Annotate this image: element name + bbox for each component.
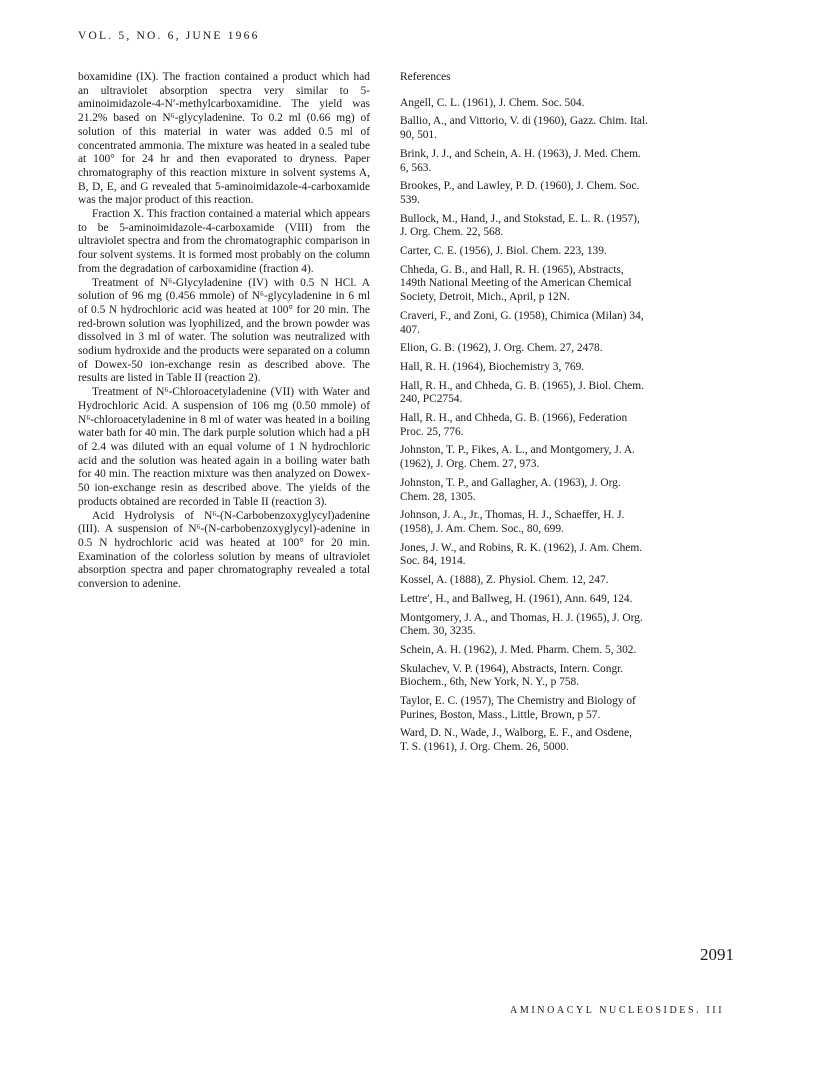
reference-line: (1958), J. Am. Chem. Soc., 80, 699.: [400, 522, 564, 535]
running-foot: AMINOACYL NUCLEOSIDES. III: [510, 1005, 725, 1016]
reference-line: Craveri, F., and Zoni, G. (1958), Chimica (Milan) 34,: [400, 309, 644, 322]
reference-line: Kossel, A. (1888), Z. Physiol. Chem. 12, 247.: [400, 574, 609, 587]
reference-line: Taylor, E. C. (1957), The Chemistry and Biology of: [400, 695, 636, 708]
reference-line: Purines, Boston, Mass., Little, Brown, p 57.: [400, 708, 601, 721]
reference-entry: [400, 310, 692, 337]
paragraph: boxamidine (IX). The fraction contained a product which had an ultraviolet absorption spectra very similar to 5-aminoimidazole-4-N′-methylcarboxamidine. The yield was 21.2% based on N⁶-glycyladenine. To 0.2 ml (0.66 mg) of solution of this material in water was added 0.5 ml of concentrated ammonia. The mixture was heated in a sealed tube at 100° for 24 hr and then evaporated to dryness. Paper chromatography of this reaction mixture in solvent systems A, B, D, E, and G revealed that 5-aminoimidazole-4-carboxamide was the major product of this reaction.: [78, 71, 370, 207]
references-heading: References: [400, 71, 451, 83]
reference-entry: [400, 361, 692, 375]
reference-entry: [400, 97, 692, 111]
reference-entry: [400, 663, 692, 690]
reference-line: Hall, R. H., and Chheda, G. B. (1965), J. Biol. Chem.: [400, 379, 644, 392]
reference-line: Brookes, P., and Lawley, P. D. (1960), J. Chem. Soc.: [400, 180, 640, 193]
reference-line: Johnston, T. P., and Gallagher, A. (1963), J. Org.: [400, 476, 621, 489]
reference-line: Bullock, M., Hand, J., and Stokstad, E. L. R. (1957),: [400, 212, 640, 225]
paragraph: Treatment of N⁶-Chloroacetyladenine (VII) with Water and Hydrochloric Acid. A suspension of 106 mg (0.50 mmole) of N⁶-chloroacetyladenine in 8 ml of water was heated in a boiling water bath for 40 min. The dark purple solution which had a pH of 2.4 was diluted with an equal volume of 1 N hydrochloric acid and the solution was heated again in a boiling water bath for 40 min. The reaction mixture was then analyzed on Dowex-50 ion-exchange resin as described above. The yields of the products obtained are recorded in Table II (reaction 3).: [78, 386, 370, 508]
reference-entry: [400, 612, 692, 639]
reference-line: Proc. 25, 776.: [400, 425, 464, 438]
reference-line: 90, 501.: [400, 129, 438, 142]
reference-entry: [400, 593, 692, 607]
reference-entry: [400, 727, 692, 754]
paragraph: Fraction X. This fraction contained a material which appears to be 5-aminoimidazole-4-carboxamide (VIII) from the ultraviolet spectra and from the chromatographic comparison in four solvent systems. It is formed most probably on the column from the degradation of carboxamidine (fraction 4).: [78, 208, 370, 275]
reference-line: 6, 563.: [400, 161, 432, 174]
reference-line: Ward, D. N., Wade, J., Walborg, E. F., and Osdene,: [400, 727, 633, 740]
references-column: [400, 71, 692, 760]
reference-entry: [400, 695, 692, 722]
reference-entry: [400, 542, 692, 569]
running-head: VOL. 5, NO. 6, JUNE 1966: [78, 30, 260, 42]
reference-list: [400, 97, 692, 755]
reference-line: (1962), J. Org. Chem. 27, 973.: [400, 458, 540, 471]
body-text-column: [78, 71, 370, 592]
reference-line: Lettre′, H., and Ballweg, H. (1961), Ann. 649, 124.: [400, 592, 633, 605]
reference-line: Brink, J. J., and Schein, A. H. (1963), J. Med. Chem.: [400, 147, 641, 160]
reference-entry: [400, 148, 692, 175]
reference-line: Skulachev, V. P. (1964), Abstracts, Intern. Congr.: [400, 662, 624, 675]
reference-line: Chheda, G. B., and Hall, R. H. (1965), Abstracts,: [400, 263, 624, 276]
reference-entry: [400, 115, 692, 142]
reference-line: Montgomery, J. A., and Thomas, H. J. (1965), J. Org.: [400, 611, 643, 624]
reference-line: J. Org. Chem. 22, 568.: [400, 226, 504, 239]
reference-line: Schein, A. H. (1962), J. Med. Pharm. Chem. 5, 302.: [400, 643, 637, 656]
reference-line: 407.: [400, 323, 420, 336]
paragraph: Treatment of N⁶-Glycyladenine (IV) with 0.5 N HCl. A solution of 96 mg (0.456 mmole) of N⁶-glycyladenine in 6 ml of 0.5 N hydrochloric acid was heated at 100° for 20 min. The red-brown solution was lyophilized, and the brown powder was dissolved in 3 ml of water. The solution was neutralized with sodium hydroxide and the products were separated on a column of Dowex-50 ion-exchange resin as described above. The results are listed in Table II (reaction 2).: [78, 276, 370, 385]
reference-entry: [400, 574, 692, 588]
reference-line: Ballio, A., and Vittorio, V. di (1960), Gazz. Chim. Ital.: [400, 115, 648, 128]
reference-line: Carter, C. E. (1956), J. Biol. Chem. 223, 139.: [400, 245, 607, 258]
reference-line: Angell, C. L. (1961), J. Chem. Soc. 504.: [400, 96, 585, 109]
reference-entry: [400, 644, 692, 658]
reference-line: Elion, G. B. (1962), J. Org. Chem. 27, 2478.: [400, 342, 603, 355]
reference-entry: [400, 477, 692, 504]
reference-line: Biochem., 6th, New York, N. Y., p 758.: [400, 676, 580, 689]
reference-line: Jones, J. W., and Robins, R. K. (1962), J. Am. Chem.: [400, 541, 643, 554]
reference-line: Hall, R. H., and Chheda, G. B. (1966), Federation: [400, 412, 628, 425]
reference-entry: [400, 264, 692, 305]
reference-line: Chem. 28, 1305.: [400, 490, 476, 503]
reference-entry: [400, 380, 692, 407]
reference-line: 539.: [400, 193, 420, 206]
reference-entry: [400, 180, 692, 207]
reference-entry: [400, 245, 692, 259]
paragraph: Acid Hydrolysis of N⁶-(N-Carbobenzoxyglycyl)adenine (III). A suspension of N⁶-(N-carbobenzoxyglycyl)-adenine in 0.5 N hydrochloric acid was heated at 100° for 20 min. Examination of the colorless solution by means of ultraviolet absorption spectra and paper chromatography revealed a total conversion to adenine.: [78, 509, 370, 591]
reference-entry: [400, 412, 692, 439]
reference-entry: [400, 509, 692, 536]
page-number: 2091: [700, 945, 734, 964]
reference-entry: [400, 444, 692, 471]
reference-line: Society, Detroit, Mich., April, p 12N.: [400, 291, 570, 304]
reference-line: Soc. 84, 1914.: [400, 555, 466, 568]
reference-entry: [400, 213, 692, 240]
reference-line: 240, PC2754.: [400, 393, 463, 406]
reference-line: Johnston, T. P., Fikes, A. L., and Montgomery, J. A.: [400, 444, 635, 457]
reference-line: T. S. (1961), J. Org. Chem. 26, 5000.: [400, 741, 569, 754]
reference-line: Chem. 30, 3235.: [400, 625, 476, 638]
reference-entry: [400, 342, 692, 356]
reference-line: Johnson, J. A., Jr., Thomas, H. J., Schaeffer, H. J.: [400, 509, 625, 522]
reference-line: 149th National Meeting of the American Chemical: [400, 277, 632, 290]
reference-line: Hall, R. H. (1964), Biochemistry 3, 769.: [400, 360, 585, 373]
